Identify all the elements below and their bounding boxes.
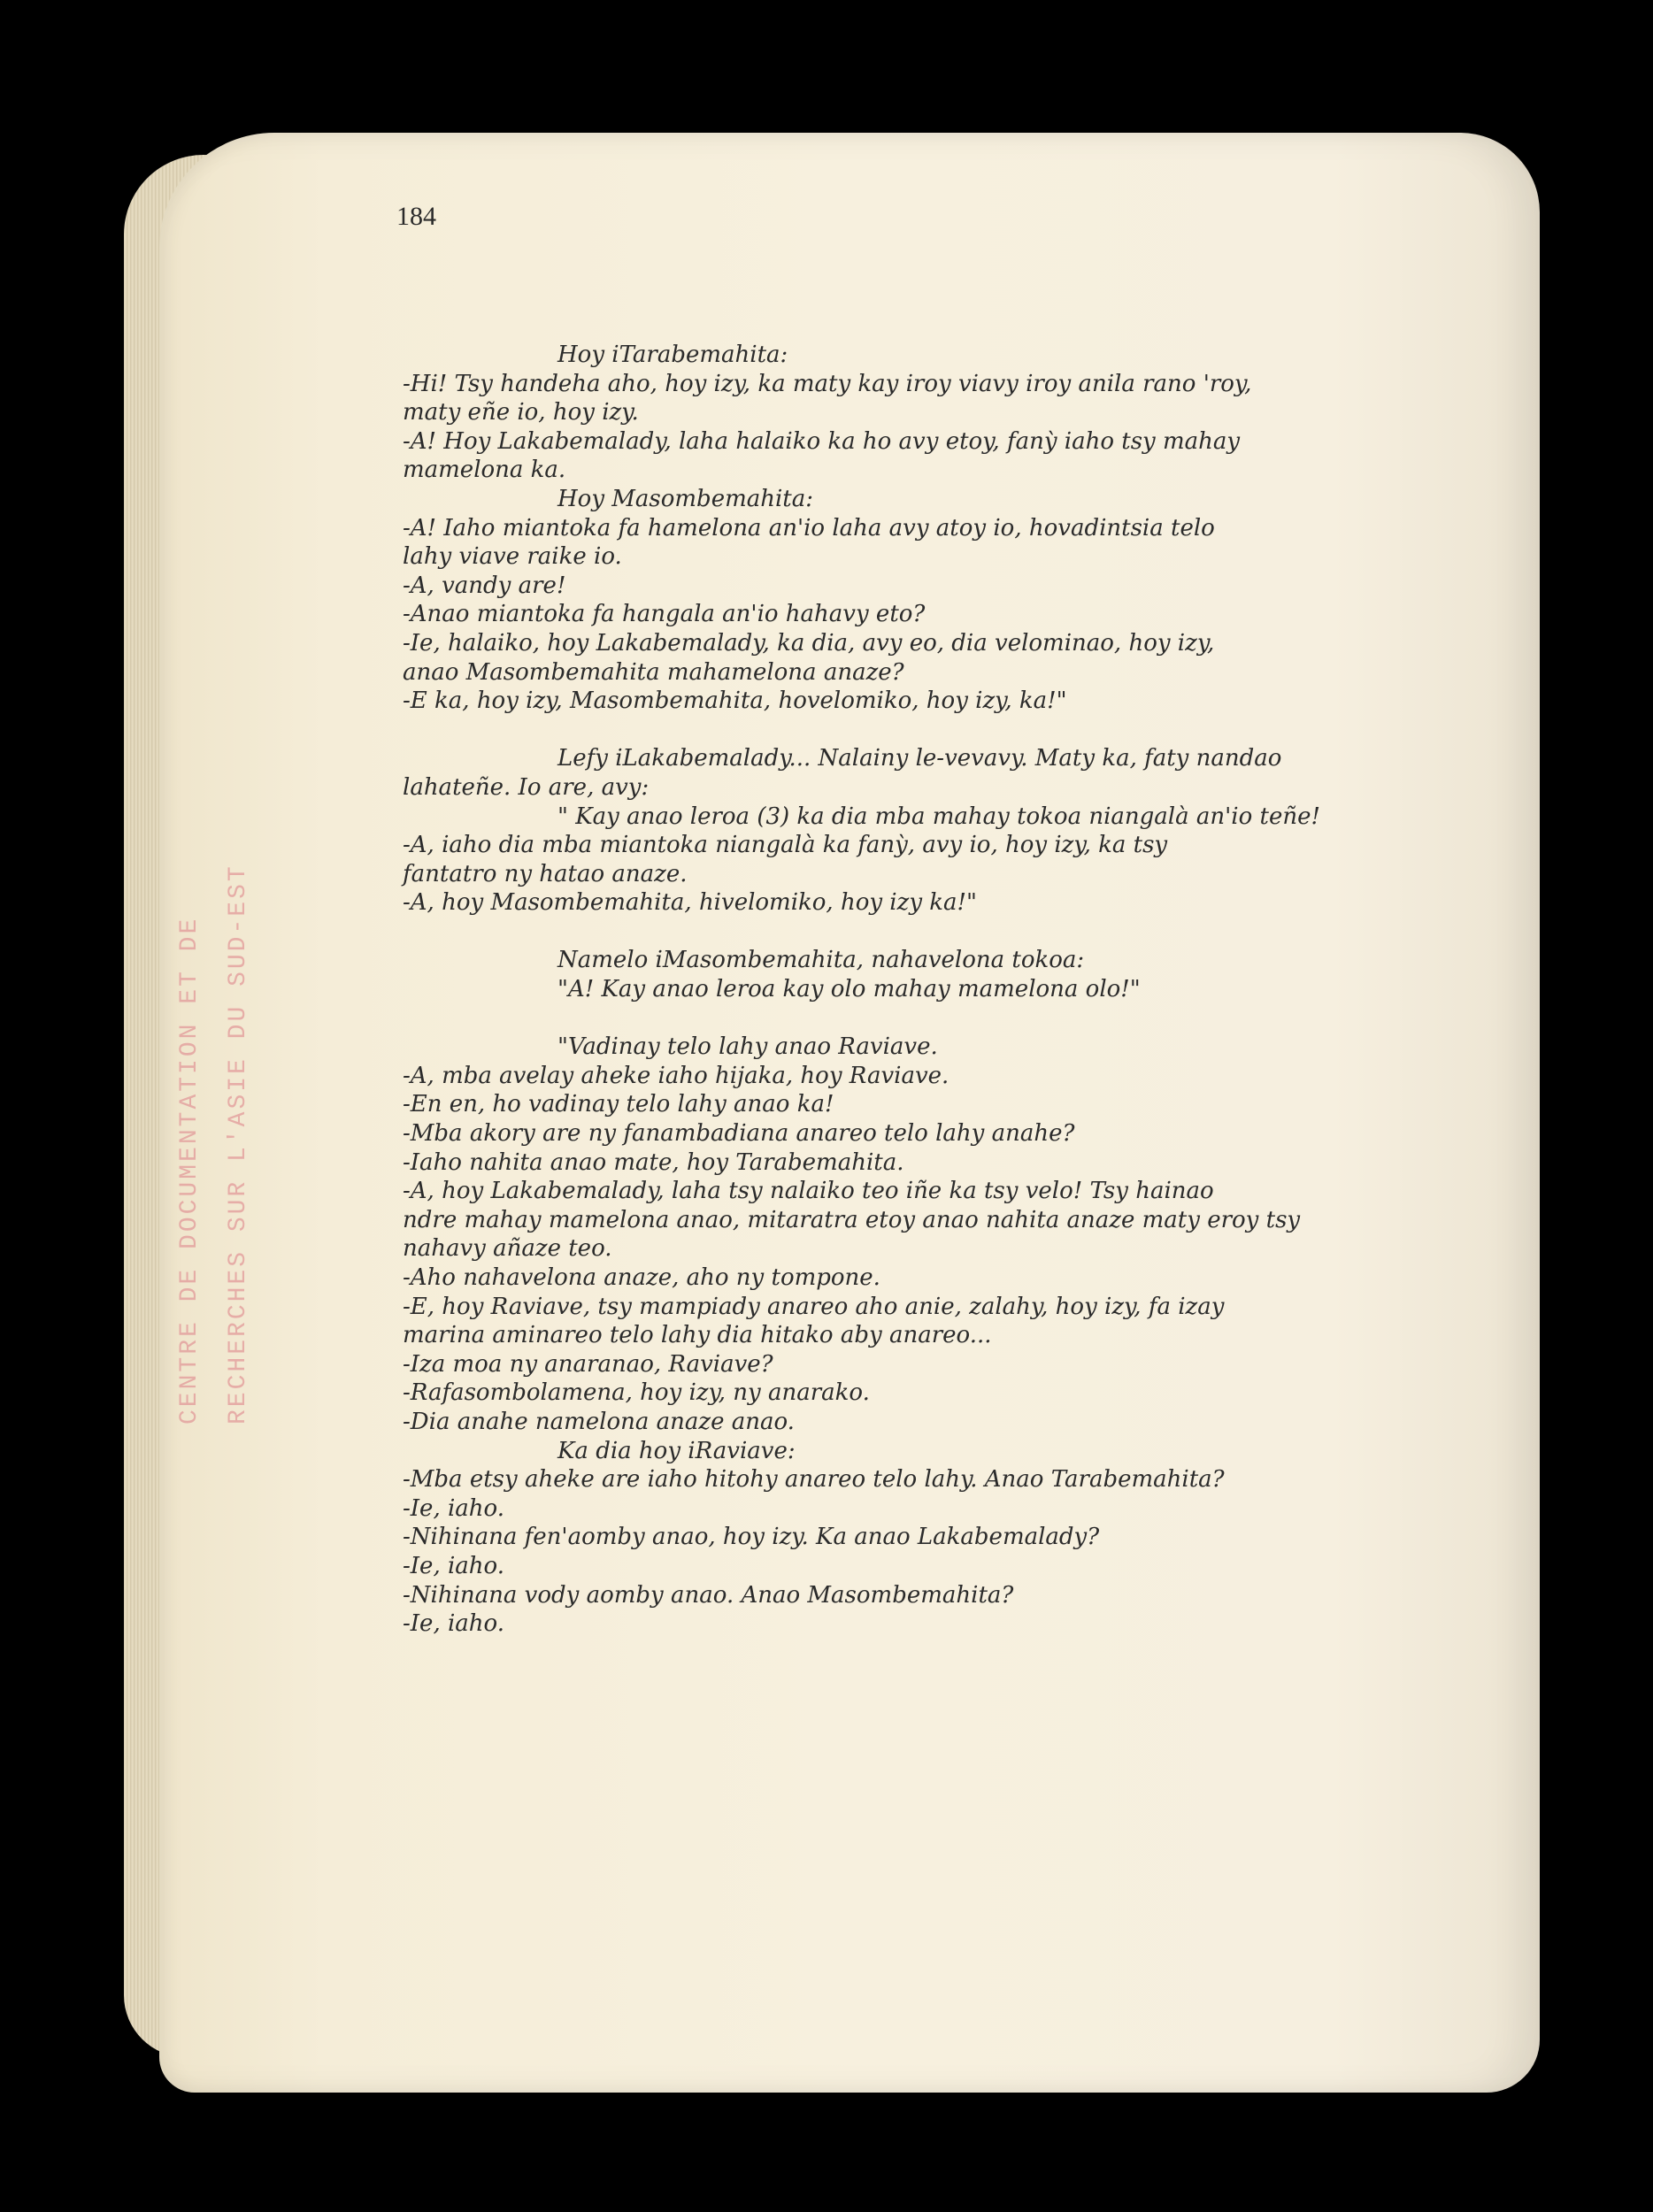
text-line: -Iza moa ny anaranao, Raviave? bbox=[403, 1350, 773, 1378]
text-line: -Ie, iaho. bbox=[403, 1494, 504, 1522]
blank-line bbox=[403, 1004, 1500, 1033]
text-line: lahateñe. Io are, avy: bbox=[403, 773, 650, 801]
text-line: Lefy iLakabemalady... Nalainy le-vevavy. Maty ka, faty nandao bbox=[557, 745, 1282, 772]
text-line: Hoy Masombemahita: bbox=[557, 485, 814, 512]
text-line: -A, hoy Lakabemalady, laha tsy nalaiko teo iñe ka tsy velo! Tsy hainao bbox=[403, 1178, 1214, 1205]
text-line: -Nihinana fen'aomby anao, hoy izy. Ka anao Lakabemalady? bbox=[403, 1524, 1100, 1551]
text-line: -E, hoy Raviave, tsy mampiady anareo aho anie, zalahy, hoy izy, fa izay bbox=[403, 1293, 1225, 1320]
text-line: -Ie, iaho. bbox=[403, 1552, 504, 1579]
text-line: -Rafasombolamena, hoy izy, ny anarako. bbox=[403, 1379, 870, 1407]
text-line: -Mba akory are ny fanambadiana anareo telo lahy anahe? bbox=[403, 1120, 1075, 1148]
text-line: lahy viave raike io. bbox=[403, 543, 622, 571]
text-line: -Nihinana vody aomby anao. Anao Masombemahita? bbox=[403, 1581, 1014, 1609]
text-line: fantatro ny hatao anaze. bbox=[403, 860, 688, 887]
text-line: -Hi! Tsy handeha aho, hoy izy, ka maty kay iroy viavy iroy anila rano 'roy, bbox=[403, 370, 1252, 397]
text-line: ndre mahay mamelona anao, mitaratra etoy anao nahita anaze maty eroy tsy bbox=[403, 1206, 1301, 1233]
text-line: -Dia anahe namelona anaze anao. bbox=[403, 1408, 795, 1435]
text-line: anao Masombemahita mahamelona anaze? bbox=[403, 658, 904, 686]
text-line: -A! Iaho miantoka fa hamelona an'io laha avy atoy io, hovadintsia telo bbox=[403, 514, 1215, 541]
text-line: -En en, ho vadinay telo lahy anao ka! bbox=[403, 1091, 834, 1118]
text-line: "A! Kay anao leroa kay olo mahay mamelona olo!" bbox=[557, 976, 1141, 1003]
text-line: Namelo iMasombemahita, nahavelona tokoa: bbox=[557, 947, 1085, 974]
text-line: -Ie, halaiko, hoy Lakabemalady, ka dia, avy eo, dia velominao, hoy izy, bbox=[403, 629, 1215, 657]
blank-line bbox=[403, 716, 1500, 745]
blank-line bbox=[403, 918, 1500, 947]
text-line: Ka dia hoy iRaviave: bbox=[557, 1437, 796, 1464]
text-line: -A, vandy are! bbox=[403, 572, 566, 599]
library-stamp bbox=[173, 864, 270, 1433]
text-line: nahavy añaze teo. bbox=[403, 1235, 612, 1263]
text-line: -Mba etsy aheke are iaho hitohy anareo telo lahy. Anao Tarabemahita? bbox=[403, 1466, 1225, 1494]
text-line: -Ie, iaho. bbox=[403, 1610, 504, 1638]
text-line: -Iaho nahita anao mate, hoy Tarabemahita. bbox=[403, 1148, 904, 1176]
text-line: " Kay anao leroa (3) ka dia mba mahay tokoa niangalà an'io teñe! bbox=[557, 803, 1320, 830]
text-line: mamelona ka. bbox=[403, 457, 566, 484]
text-line: Hoy iTarabemahita: bbox=[557, 342, 788, 368]
text-line: -A, iaho dia mba miantoka niangalà ka fanỳ, avy io, hoy izy, ka tsy bbox=[403, 832, 1168, 859]
text-line: marina aminareo telo lahy dia hitako aby anareo... bbox=[403, 1322, 992, 1349]
text-line: -Aho nahavelona anaze, aho ny tompone. bbox=[403, 1264, 880, 1291]
text-line: -Anao miantoka fa hangala an'io hahavy eto? bbox=[403, 601, 926, 628]
text-line: -A, hoy Masombemahita, hivelomiko, hoy izy ka!" bbox=[403, 889, 977, 917]
text-line: -A, mba avelay aheke iaho hijaka, hoy Raviave. bbox=[403, 1062, 950, 1089]
dialogue-text bbox=[403, 341, 1500, 1639]
stamp-line-2: RECHERCHES SUR L'ASIE DU SUD-EST bbox=[225, 864, 252, 1425]
text-line: -A! Hoy Lakabemalady, laha halaiko ka ho avy etoy, fanỳ iaho tsy mahay bbox=[403, 427, 1241, 455]
text-line: maty eñe io, hoy izy. bbox=[403, 399, 639, 426]
page-number: 184 bbox=[396, 202, 436, 231]
text-line: "Vadinay telo lahy anao Raviave. bbox=[557, 1033, 938, 1061]
stamp-line-1: CENTRE DE DOCUMENTATION ET DE bbox=[176, 916, 204, 1425]
text-line: -E ka, hoy izy, Masombemahita, hovelomiko, hoy izy, ka!" bbox=[403, 687, 1067, 715]
